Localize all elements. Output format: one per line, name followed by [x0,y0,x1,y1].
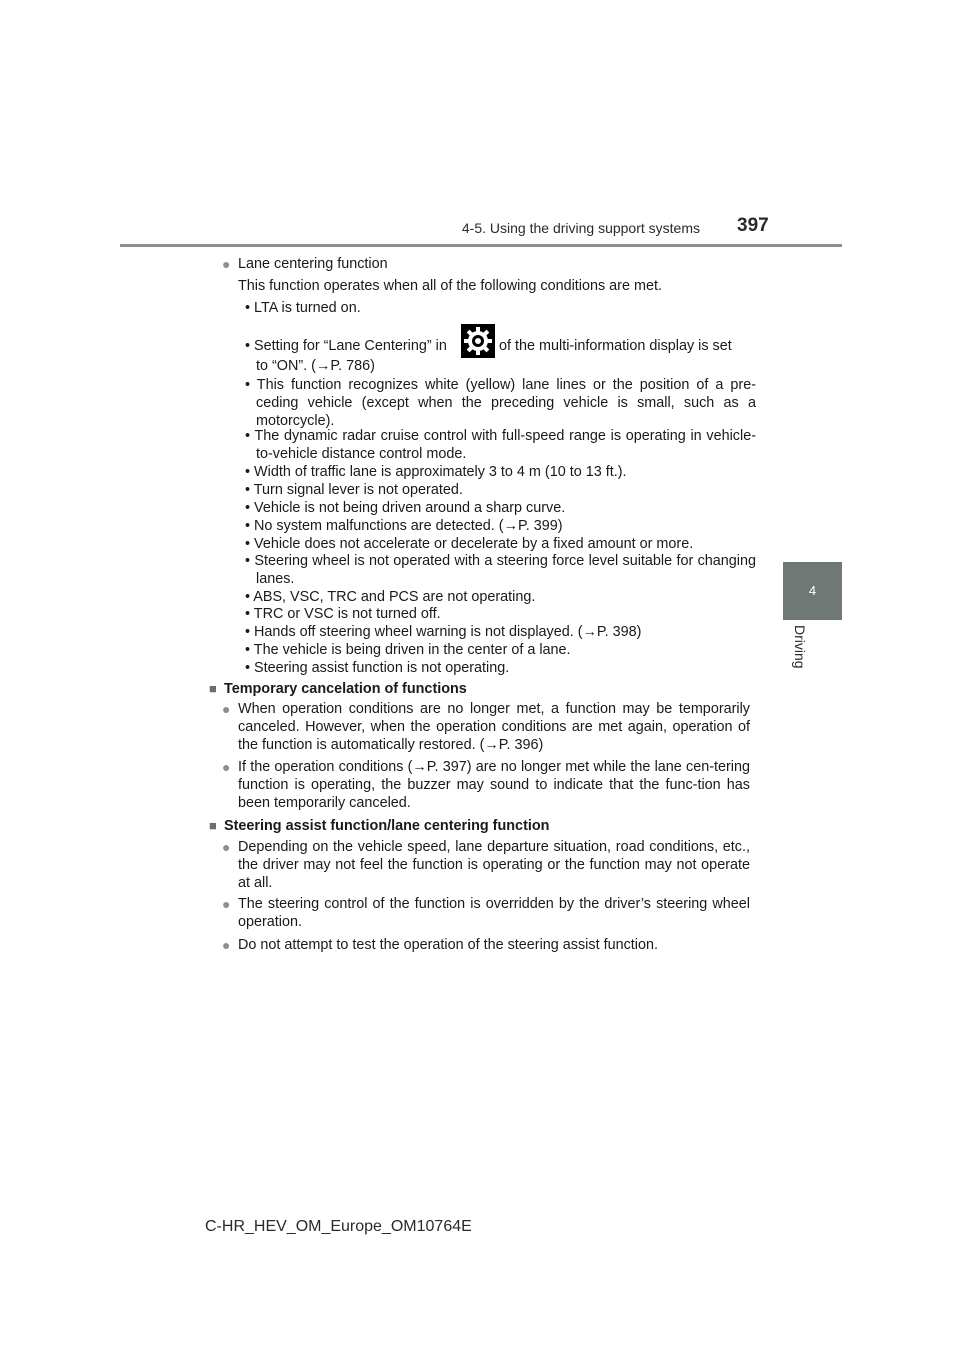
lane-centering-intro: This function operates when all of the following conditions are met. [238,278,662,294]
condition-lta: • LTA is turned on. [245,300,361,316]
condition-item: • The vehicle is being driven in the center of a lane. [245,642,571,658]
condition-item: • Vehicle is not being driven around a sharp curve. [245,500,566,516]
circle-bullet-icon: ● [222,937,231,953]
circle-bullet-icon: ● [222,256,231,272]
condition-item: • TRC or VSC is not turned off. [245,606,441,622]
square-bullet-icon: ■ [209,681,217,696]
condition-setting-part2: of the multi-information display is set [499,338,732,354]
page-number: 397 [737,215,769,236]
document-code: C-HR_HEV_OM_Europe_OM10764E [205,1218,472,1235]
circle-bullet-icon: ● [222,759,231,775]
section-title: 4-5. Using the driving support systems [461,220,700,236]
condition-item: • Steering assist function is not operating. [245,660,510,676]
temporary-cancelation-heading: Temporary cancelation of functions [224,681,467,697]
condition-item: • Steering wheel is not operated with a steering force level suitable for changing lanes. [245,553,756,587]
chapter-label: Driving [792,625,808,669]
circle-bullet-icon: ● [222,896,231,912]
condition-setting-part1: • Setting for “Lane Centering” in [245,338,447,354]
condition-item: • Vehicle does not accelerate or decelerate by a fixed amount or more. [245,536,694,552]
square-bullet-icon: ■ [209,818,217,833]
steering-item: The steering control of the function is overridden by the driver’s steering wheel operation. [238,896,750,930]
condition-item: • Turn signal lever is not operated. [245,482,463,498]
circle-bullet-icon: ● [222,839,231,855]
condition-setting-line2: to “ON”. (→P. 786) [256,358,375,374]
condition-item: • Hands off steering wheel warning is not displayed. (→P. 398) [245,624,642,640]
condition-item: • Width of traffic lane is approximately 3 to 4 m (10 to 13 ft.). [245,464,627,480]
header-divider [120,244,842,247]
cancelation-item: If the operation conditions (→P. 397) are no longer met while the lane cen-tering function is operating, the buzzer may sound to indicate that the func-tion has been temporarily canceled. [238,759,750,811]
gear-icon [461,324,495,358]
steering-assist-heading: Steering assist function/lane centering function [224,818,550,834]
steering-item: Depending on the vehicle speed, lane departure situation, road conditions, etc., the driver may not feel the function is operating or the function may not operate at all. [238,839,750,891]
condition-item: • The dynamic radar cruise control with full-speed range is operating in vehicle-to-vehicle distance control mode. [245,428,756,462]
chapter-tab[interactable]: 4 [783,562,842,620]
condition-item: • ABS, VSC, TRC and PCS are not operating. [245,589,536,605]
condition-item: • This function recognizes white (yellow) lane lines or the position of a pre-ceding vehicle (except when the preceding vehicle is small, such as a motorcycle). [245,377,756,429]
condition-item: • No system malfunctions are detected. (→P. 399) [245,518,563,534]
cancelation-item: When operation conditions are no longer met, a function may be temporarily canceled. However, when the operation conditions are met again, operation of the function is automatically restored. (→P. 396) [238,701,750,753]
lane-centering-title: Lane centering function [238,256,388,272]
circle-bullet-icon: ● [222,701,231,717]
steering-item: Do not attempt to test the operation of the steering assist function. [238,937,658,953]
